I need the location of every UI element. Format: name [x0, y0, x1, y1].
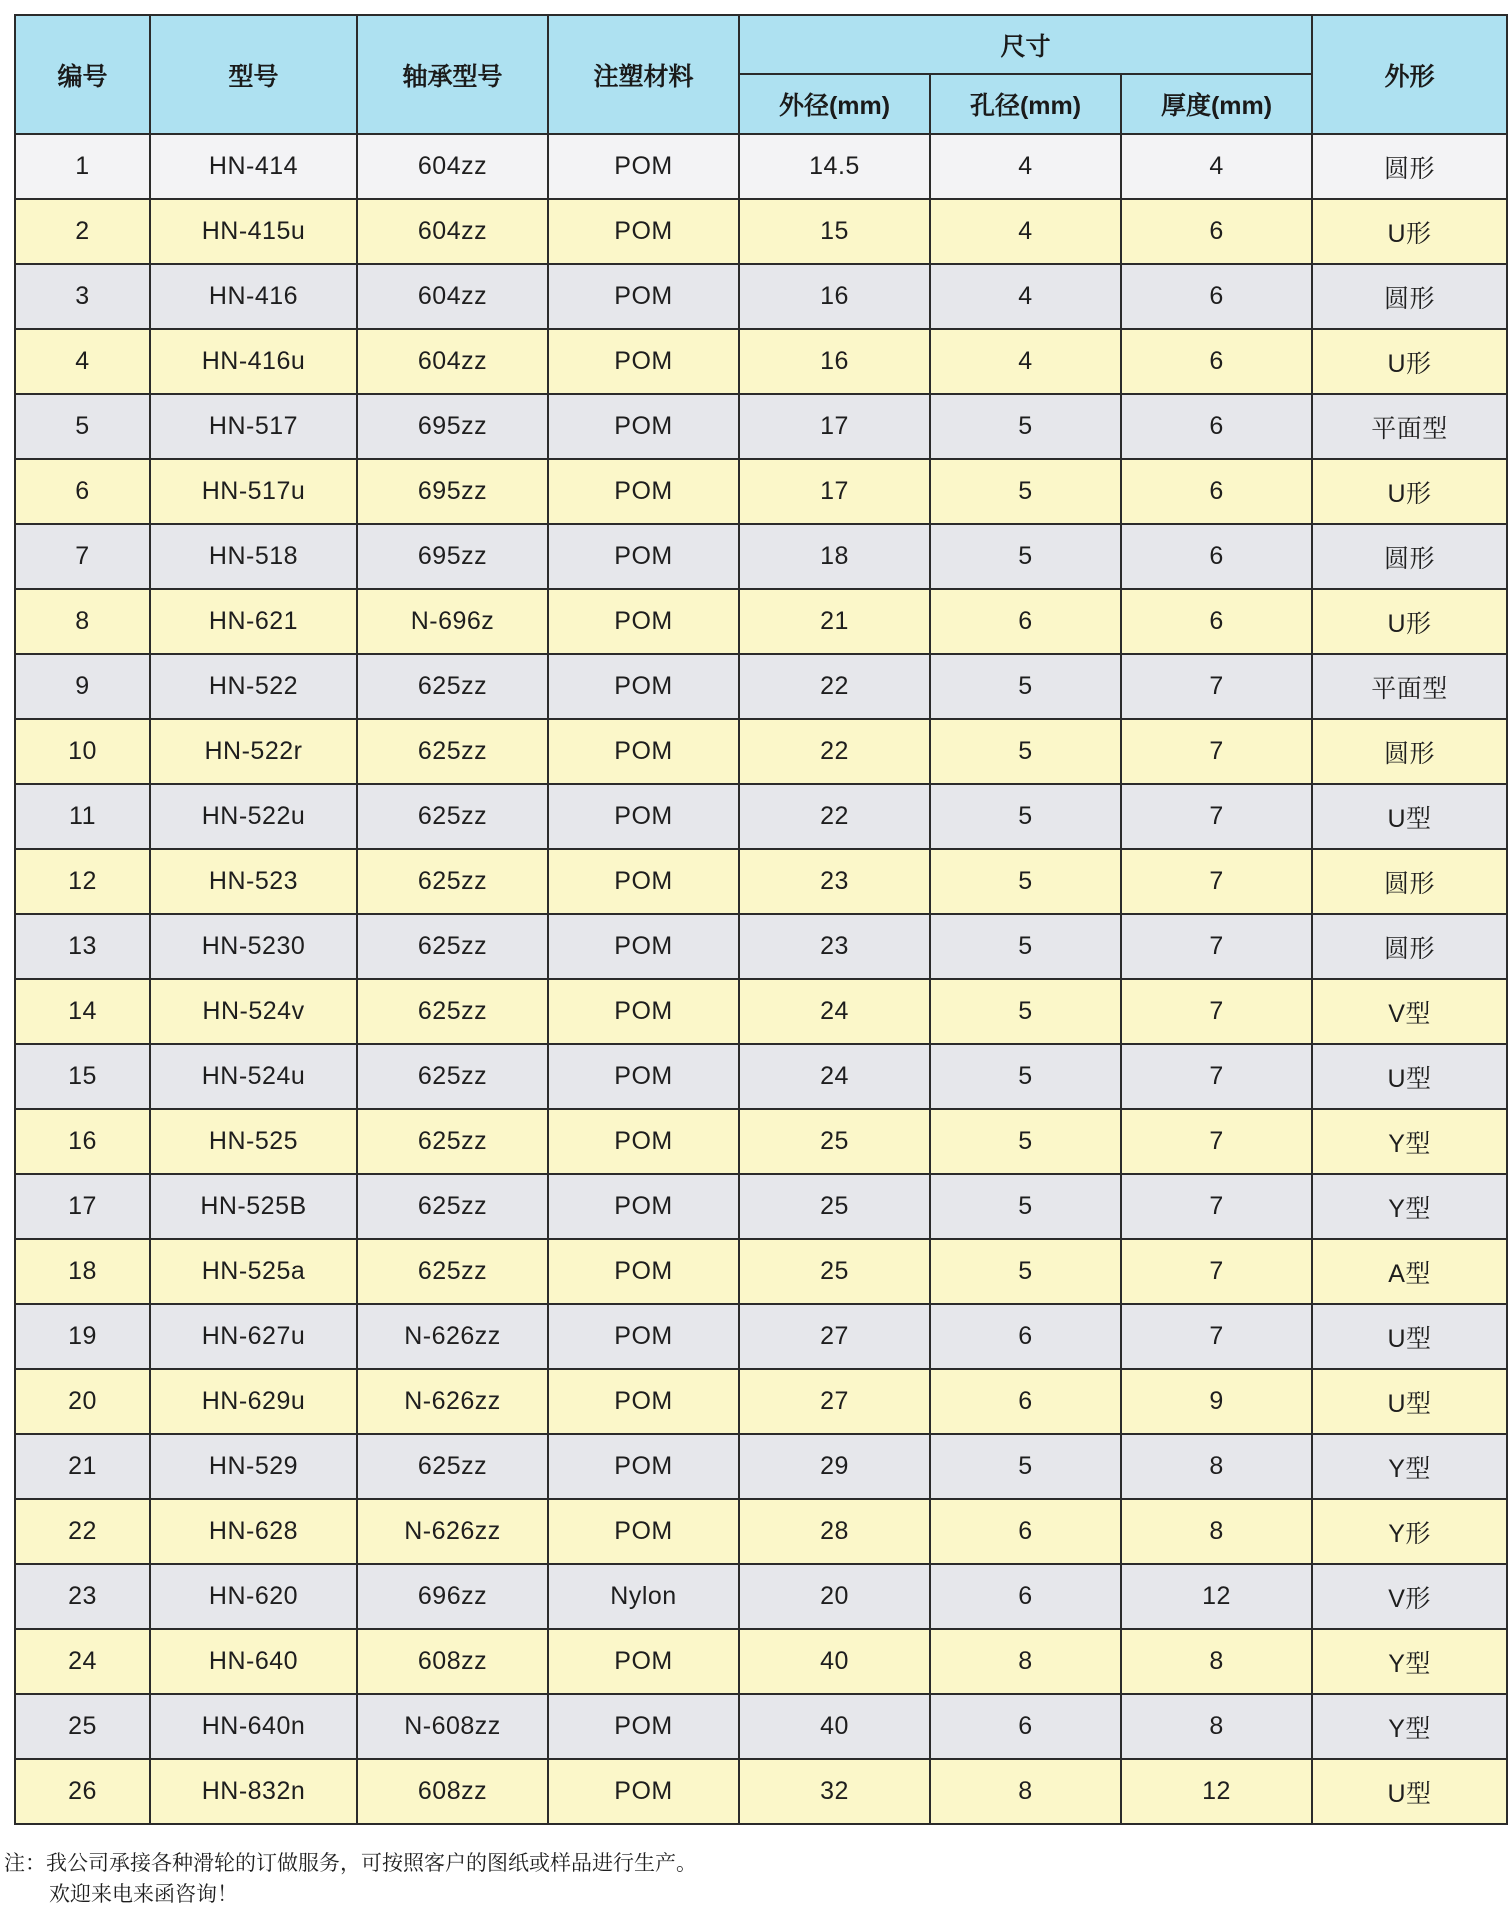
header-outer-diameter: 外径(mm)	[739, 74, 930, 134]
cell-thickness: 12	[1121, 1759, 1312, 1824]
cell-bore: 5	[930, 1044, 1121, 1109]
cell-bearing: 625zz	[357, 849, 548, 914]
footnote-line-2: 欢迎来电来函咨询！	[49, 1883, 238, 1906]
cell-shape: 平面型	[1312, 394, 1507, 459]
cell-bore: 4	[930, 264, 1121, 329]
cell-shape: U形	[1312, 329, 1507, 394]
cell-bore: 6	[930, 1564, 1121, 1629]
cell-no: 10	[15, 719, 150, 784]
cell-model: HN-832n	[150, 1759, 357, 1824]
cell-material: POM	[548, 914, 739, 979]
cell-model: HN-522r	[150, 719, 357, 784]
table-header	[15, 15, 1507, 134]
cell-thickness: 6	[1121, 589, 1312, 654]
cell-outer-diameter: 15	[739, 199, 930, 264]
cell-bearing: 608zz	[357, 1759, 548, 1824]
cell-bore: 4	[930, 134, 1121, 199]
cell-outer-diameter: 20	[739, 1564, 930, 1629]
cell-material: POM	[548, 394, 739, 459]
cell-thickness: 7	[1121, 849, 1312, 914]
cell-model: HN-628	[150, 1499, 357, 1564]
cell-material: POM	[548, 1434, 739, 1499]
cell-bore: 5	[930, 1109, 1121, 1174]
cell-material: POM	[548, 134, 739, 199]
cell-bearing: 695zz	[357, 524, 548, 589]
cell-bearing: 695zz	[357, 459, 548, 524]
cell-bearing: N-696z	[357, 589, 548, 654]
cell-no: 21	[15, 1434, 150, 1499]
cell-bore: 5	[930, 849, 1121, 914]
cell-bore: 5	[930, 914, 1121, 979]
cell-material: POM	[548, 979, 739, 1044]
cell-bearing: 625zz	[357, 914, 548, 979]
cell-material: POM	[548, 264, 739, 329]
cell-material: POM	[548, 524, 739, 589]
footnote-line-1: 注：我公司承接各种滑轮的订做服务，可按照客户的图纸或样品进行生产。	[4, 1852, 697, 1875]
table-row	[15, 264, 1507, 329]
cell-bore: 6	[930, 1369, 1121, 1434]
cell-outer-diameter: 17	[739, 394, 930, 459]
cell-shape: Y型	[1312, 1694, 1507, 1759]
cell-bearing: 604zz	[357, 264, 548, 329]
cell-outer-diameter: 25	[739, 1109, 930, 1174]
cell-no: 9	[15, 654, 150, 719]
table-row	[15, 1694, 1507, 1759]
cell-bearing: 625zz	[357, 719, 548, 784]
cell-material: Nylon	[548, 1564, 739, 1629]
cell-outer-diameter: 24	[739, 979, 930, 1044]
cell-shape: Y型	[1312, 1434, 1507, 1499]
cell-bore: 8	[930, 1629, 1121, 1694]
cell-shape: U形	[1312, 459, 1507, 524]
cell-shape: 圆形	[1312, 849, 1507, 914]
cell-no: 1	[15, 134, 150, 199]
cell-model: HN-640	[150, 1629, 357, 1694]
cell-thickness: 7	[1121, 1304, 1312, 1369]
footnote	[4, 1848, 697, 1910]
cell-bore: 4	[930, 329, 1121, 394]
cell-material: POM	[548, 1044, 739, 1109]
cell-bearing: 604zz	[357, 199, 548, 264]
cell-no: 6	[15, 459, 150, 524]
cell-bearing: 604zz	[357, 329, 548, 394]
cell-thickness: 7	[1121, 719, 1312, 784]
cell-material: POM	[548, 719, 739, 784]
table-row	[15, 1759, 1507, 1824]
cell-bearing: N-608zz	[357, 1694, 548, 1759]
cell-outer-diameter: 25	[739, 1174, 930, 1239]
cell-shape: U形	[1312, 589, 1507, 654]
cell-outer-diameter: 14.5	[739, 134, 930, 199]
cell-thickness: 9	[1121, 1369, 1312, 1434]
cell-no: 11	[15, 784, 150, 849]
cell-no: 17	[15, 1174, 150, 1239]
header-model: 型号	[150, 15, 357, 134]
table-row	[15, 1239, 1507, 1304]
header-bearing: 轴承型号	[357, 15, 548, 134]
table-row	[15, 914, 1507, 979]
cell-thickness: 6	[1121, 264, 1312, 329]
cell-material: POM	[548, 459, 739, 524]
cell-material: POM	[548, 1759, 739, 1824]
table-row	[15, 784, 1507, 849]
cell-bearing: 696zz	[357, 1564, 548, 1629]
cell-bore: 6	[930, 589, 1121, 654]
cell-thickness: 6	[1121, 459, 1312, 524]
cell-bore: 6	[930, 1694, 1121, 1759]
cell-model: HN-529	[150, 1434, 357, 1499]
cell-shape: A型	[1312, 1239, 1507, 1304]
cell-shape: 圆形	[1312, 134, 1507, 199]
cell-bearing: 625zz	[357, 979, 548, 1044]
cell-shape: V形	[1312, 1564, 1507, 1629]
cell-thickness: 6	[1121, 394, 1312, 459]
cell-bore: 6	[930, 1304, 1121, 1369]
cell-outer-diameter: 22	[739, 654, 930, 719]
cell-outer-diameter: 40	[739, 1629, 930, 1694]
cell-shape: Y型	[1312, 1109, 1507, 1174]
cell-no: 14	[15, 979, 150, 1044]
cell-bearing: 608zz	[357, 1629, 548, 1694]
cell-material: POM	[548, 849, 739, 914]
header-size-group: 尺寸	[739, 15, 1312, 74]
cell-bearing: 625zz	[357, 1109, 548, 1174]
cell-model: HN-5230	[150, 914, 357, 979]
table-row	[15, 199, 1507, 264]
cell-no: 22	[15, 1499, 150, 1564]
cell-no: 12	[15, 849, 150, 914]
cell-model: HN-525a	[150, 1239, 357, 1304]
cell-thickness: 8	[1121, 1629, 1312, 1694]
cell-thickness: 7	[1121, 979, 1312, 1044]
cell-model: HN-620	[150, 1564, 357, 1629]
cell-bearing: 625zz	[357, 654, 548, 719]
cell-bearing: 604zz	[357, 134, 548, 199]
cell-outer-diameter: 23	[739, 849, 930, 914]
table-row	[15, 329, 1507, 394]
cell-no: 7	[15, 524, 150, 589]
cell-outer-diameter: 24	[739, 1044, 930, 1109]
table-row	[15, 394, 1507, 459]
cell-model: HN-518	[150, 524, 357, 589]
cell-thickness: 7	[1121, 1239, 1312, 1304]
table-row	[15, 1174, 1507, 1239]
cell-shape: U型	[1312, 1369, 1507, 1434]
table-row	[15, 1109, 1507, 1174]
cell-outer-diameter: 27	[739, 1369, 930, 1434]
cell-shape: U型	[1312, 1044, 1507, 1109]
cell-no: 16	[15, 1109, 150, 1174]
cell-thickness: 7	[1121, 1109, 1312, 1174]
cell-no: 19	[15, 1304, 150, 1369]
cell-no: 3	[15, 264, 150, 329]
cell-outer-diameter: 16	[739, 329, 930, 394]
header-material: 注塑材料	[548, 15, 739, 134]
cell-no: 26	[15, 1759, 150, 1824]
cell-material: POM	[548, 589, 739, 654]
cell-outer-diameter: 16	[739, 264, 930, 329]
cell-thickness: 7	[1121, 654, 1312, 719]
cell-thickness: 8	[1121, 1434, 1312, 1499]
table-row	[15, 1304, 1507, 1369]
cell-bore: 5	[930, 394, 1121, 459]
table-row	[15, 1434, 1507, 1499]
cell-model: HN-522u	[150, 784, 357, 849]
cell-bore: 5	[930, 654, 1121, 719]
cell-thickness: 6	[1121, 329, 1312, 394]
table-row	[15, 654, 1507, 719]
cell-bearing: N-626zz	[357, 1304, 548, 1369]
cell-shape: 平面型	[1312, 654, 1507, 719]
cell-outer-diameter: 40	[739, 1694, 930, 1759]
cell-outer-diameter: 25	[739, 1239, 930, 1304]
cell-material: POM	[548, 1369, 739, 1434]
header-no: 编号	[15, 15, 150, 134]
cell-outer-diameter: 22	[739, 784, 930, 849]
cell-no: 20	[15, 1369, 150, 1434]
cell-thickness: 7	[1121, 784, 1312, 849]
cell-model: HN-517	[150, 394, 357, 459]
cell-outer-diameter: 28	[739, 1499, 930, 1564]
cell-bore: 5	[930, 1434, 1121, 1499]
cell-no: 25	[15, 1694, 150, 1759]
cell-model: HN-525	[150, 1109, 357, 1174]
cell-outer-diameter: 32	[739, 1759, 930, 1824]
cell-model: HN-416	[150, 264, 357, 329]
cell-no: 23	[15, 1564, 150, 1629]
cell-material: POM	[548, 329, 739, 394]
cell-shape: 圆形	[1312, 524, 1507, 589]
cell-bearing: 625zz	[357, 1044, 548, 1109]
cell-model: HN-627u	[150, 1304, 357, 1369]
cell-bearing: N-626zz	[357, 1499, 548, 1564]
cell-no: 8	[15, 589, 150, 654]
cell-bearing: 625zz	[357, 784, 548, 849]
cell-material: POM	[548, 199, 739, 264]
cell-thickness: 4	[1121, 134, 1312, 199]
cell-shape: 圆形	[1312, 719, 1507, 784]
cell-material: POM	[548, 1499, 739, 1564]
table-row	[15, 459, 1507, 524]
cell-bearing: 695zz	[357, 394, 548, 459]
cell-shape: Y型	[1312, 1629, 1507, 1694]
cell-shape: U型	[1312, 1304, 1507, 1369]
cell-bore: 8	[930, 1759, 1121, 1824]
cell-no: 4	[15, 329, 150, 394]
cell-bore: 6	[930, 1499, 1121, 1564]
cell-outer-diameter: 18	[739, 524, 930, 589]
cell-model: HN-416u	[150, 329, 357, 394]
table-row	[15, 1044, 1507, 1109]
cell-model: HN-629u	[150, 1369, 357, 1434]
table-row	[15, 1499, 1507, 1564]
cell-shape: U型	[1312, 784, 1507, 849]
cell-bore: 5	[930, 784, 1121, 849]
cell-bearing: 625zz	[357, 1434, 548, 1499]
table-row	[15, 1564, 1507, 1629]
cell-shape: Y形	[1312, 1499, 1507, 1564]
cell-thickness: 6	[1121, 199, 1312, 264]
cell-model: HN-523	[150, 849, 357, 914]
cell-bore: 5	[930, 1239, 1121, 1304]
cell-model: HN-522	[150, 654, 357, 719]
cell-thickness: 7	[1121, 914, 1312, 979]
cell-shape: Y型	[1312, 1174, 1507, 1239]
cell-bore: 5	[930, 459, 1121, 524]
cell-model: HN-525B	[150, 1174, 357, 1239]
cell-material: POM	[548, 1174, 739, 1239]
cell-outer-diameter: 22	[739, 719, 930, 784]
cell-shape: U型	[1312, 1759, 1507, 1824]
cell-outer-diameter: 23	[739, 914, 930, 979]
cell-thickness: 6	[1121, 524, 1312, 589]
cell-bore: 5	[930, 524, 1121, 589]
table-row	[15, 589, 1507, 654]
cell-thickness: 7	[1121, 1174, 1312, 1239]
cell-model: HN-621	[150, 589, 357, 654]
table-body	[15, 134, 1507, 1824]
cell-material: POM	[548, 1109, 739, 1174]
cell-model: HN-640n	[150, 1694, 357, 1759]
cell-bearing: N-626zz	[357, 1369, 548, 1434]
cell-model: HN-517u	[150, 459, 357, 524]
cell-thickness: 12	[1121, 1564, 1312, 1629]
cell-material: POM	[548, 654, 739, 719]
cell-bore: 5	[930, 1174, 1121, 1239]
header-bore: 孔径(mm)	[930, 74, 1121, 134]
cell-shape: 圆形	[1312, 914, 1507, 979]
table-row	[15, 524, 1507, 589]
cell-outer-diameter: 27	[739, 1304, 930, 1369]
cell-material: POM	[548, 784, 739, 849]
cell-outer-diameter: 17	[739, 459, 930, 524]
cell-bore: 4	[930, 199, 1121, 264]
table-row	[15, 1369, 1507, 1434]
header-shape: 外形	[1312, 15, 1507, 134]
table-row	[15, 979, 1507, 1044]
cell-material: POM	[548, 1304, 739, 1369]
cell-no: 13	[15, 914, 150, 979]
cell-material: POM	[548, 1629, 739, 1694]
cell-model: HN-524v	[150, 979, 357, 1044]
cell-no: 24	[15, 1629, 150, 1694]
cell-no: 15	[15, 1044, 150, 1109]
table-row	[15, 849, 1507, 914]
cell-no: 5	[15, 394, 150, 459]
cell-material: POM	[548, 1239, 739, 1304]
cell-shape: 圆形	[1312, 264, 1507, 329]
cell-thickness: 8	[1121, 1499, 1312, 1564]
table-row	[15, 134, 1507, 199]
cell-thickness: 7	[1121, 1044, 1312, 1109]
cell-no: 2	[15, 199, 150, 264]
cell-thickness: 8	[1121, 1694, 1312, 1759]
header-thickness: 厚度(mm)	[1121, 74, 1312, 134]
cell-bore: 5	[930, 719, 1121, 784]
table-row	[15, 1629, 1507, 1694]
spec-table	[14, 14, 1508, 1825]
cell-no: 18	[15, 1239, 150, 1304]
cell-bearing: 625zz	[357, 1239, 548, 1304]
cell-material: POM	[548, 1694, 739, 1759]
cell-bearing: 625zz	[357, 1174, 548, 1239]
cell-model: HN-414	[150, 134, 357, 199]
cell-shape: U形	[1312, 199, 1507, 264]
table-row	[15, 719, 1507, 784]
cell-outer-diameter: 21	[739, 589, 930, 654]
cell-bore: 5	[930, 979, 1121, 1044]
cell-model: HN-415u	[150, 199, 357, 264]
cell-outer-diameter: 29	[739, 1434, 930, 1499]
cell-model: HN-524u	[150, 1044, 357, 1109]
cell-shape: V型	[1312, 979, 1507, 1044]
